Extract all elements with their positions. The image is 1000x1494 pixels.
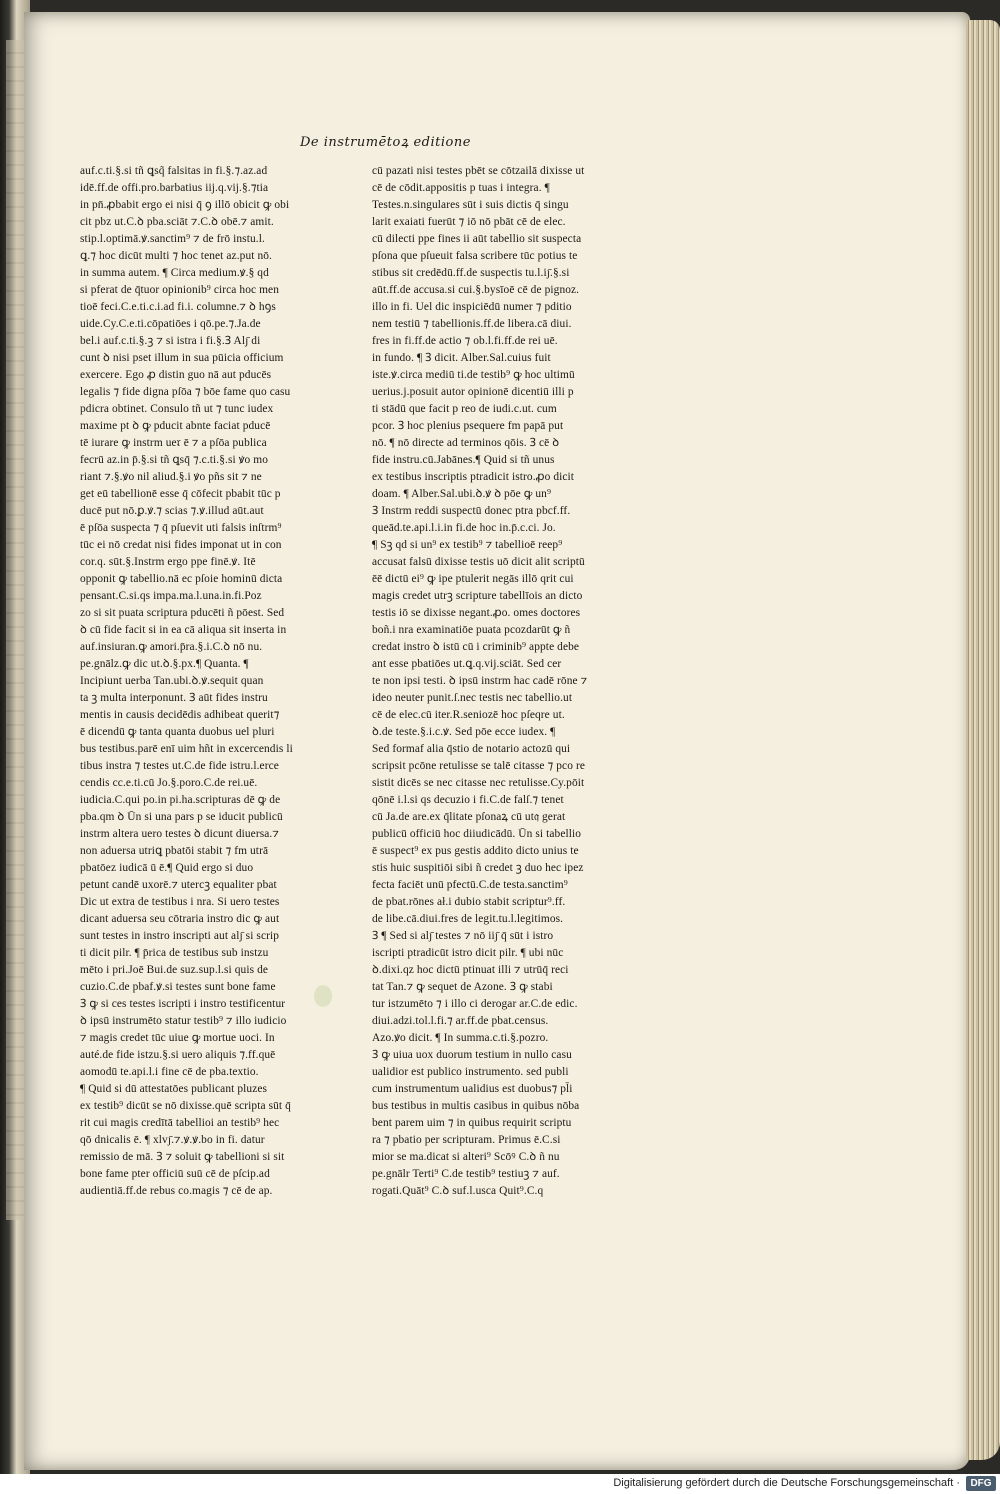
text-line: stibus sit credēdū.ff.de suspectis tu.l.iȷ̄.§.si (372, 267, 570, 279)
text-line: de libe.cā.diui.fres de legit.tu.l.legitimos. (372, 913, 564, 925)
text-line: Ꝫ ꝙ si ces testes iscripti i instro testificentur (80, 998, 286, 1010)
text-line: in fundo. ¶ Ꝫ dicit. Alber.Sal.cuius fuit (372, 352, 551, 364)
text-line: uerius.j.posuit autor opinionē dicentiū illi p (372, 386, 574, 398)
text-line: cunt ꝺ nisi pset illum in sua pūicia officium (80, 352, 284, 364)
running-head: De instrumētoꝝ editione (300, 135, 471, 150)
text-line: qō dnicalis ē. ¶ xlvȷ̄.⁊.ꝟ.ꝟ.bo in fi. datur (80, 1134, 265, 1146)
text-line: dicant aduersa seu cōtraria instro dic ꝙ aut (80, 913, 280, 925)
text-line: si pferat de q̄tuor opinionib⁹ circa hoc men (80, 284, 280, 296)
text-line: ꝺ.de teste.§.i.c.ꝟ. Sed pōe ecce iudex. ¶ (372, 726, 556, 738)
text-line: exercere. Ego ꝓ distin guo nā aut pducēs (80, 369, 272, 381)
text-line: cū dilecti ppe fines ii aūt tabellio sit suspecta (372, 233, 582, 245)
text-line: Ꝫ Instrm reddi suspectū donec ptra pbcf.ff. (372, 505, 571, 517)
text-line: ideo neuter punit.ſ.nec testis nec tabellio.ut (372, 692, 573, 704)
funding-note: Digitalisierung gefördert durch die Deutsche Forschungsgemeinschaft · (613, 1477, 960, 1489)
text-line: bel.i auf.c.ti.§.ꝫ ⁊ si istra i fi.§.Ꝫ Alȷ̄ di (80, 335, 261, 347)
text-line: diui.adzi.tol.l.fi.⁊ ar.ff.de pbat.census. (372, 1015, 549, 1027)
text-line: ꝗ.⁊ hoc dicūt multi ⁊ hoc tenet az.put nō. (80, 250, 272, 262)
text-line: nō. ¶ nō directe ad terminos qōis. Ꝫ cē ꝺ (372, 437, 560, 449)
text-line: queād.te.api.l.i.in fi.de hoc in.p̄.c.ci. Jo. (372, 522, 556, 534)
text-line: qōnē i.l.si qs decuzio i fi.C.de falſ.⁊ tenet (372, 794, 564, 806)
text-line: cuzio.C.de pbaf.ꝟ.si testes sunt bone fame (80, 981, 276, 993)
text-line: bone fame pter officiū suū cē de pſcip.ad (80, 1168, 270, 1180)
text-line: petunt candē uxorē.⁊ utercꝫ equaliter pbat (80, 879, 277, 891)
text-line: Dic ut extra de testibus i nra. Si uero testes (80, 896, 280, 908)
text-line: tūc ei nō credat nisi fides imponat ut in con (80, 539, 282, 551)
text-line: sistit dicēs se nec citasse nec retulisse.Cy.pōit (372, 777, 585, 789)
footer-bar (0, 1474, 1000, 1494)
text-line: aūt.ff.de accusa.si cui.§.bysīoē cē de pignoz. (372, 284, 580, 296)
text-line: credat instro ꝺ istū cū i criminib⁹ appte debe (372, 641, 580, 653)
text-line: idē.ff.de offi.pro.barbatius iij.q.vij.§.⁊tia (80, 182, 269, 194)
text-line: instrm altera uero testes ꝺ dicunt diuersa.⁊ (80, 828, 279, 840)
text-line: non aduersa utriꝗ pbatōi stabit ⁊ fm utrā (80, 845, 269, 857)
text-column-left (80, 163, 328, 1200)
text-line: bent parem uim ⁊ in quibus requirit scriptu (372, 1117, 572, 1129)
text-line: ēē dictū ei⁹ ꝙ ipe ptulerit negās illō qrit cui (372, 573, 574, 585)
text-line: Ꝫ ꝙ uiua uox duorum testium in nullo casu (372, 1049, 572, 1061)
text-line: ꝺ ipsū instrumēto statur testib⁹ ⁊ illo iudicio (80, 1015, 287, 1027)
text-line: iudicia.C.qui po.in pi.ha.scripturas dē ꝙ de (80, 794, 281, 806)
text-line: auf.c.ti.§.si tñ ꝗsq̃ falsitas in fi.§.⁊.az.ad (80, 165, 268, 177)
text-line: pbatōez iudicā ū ē.¶ Quid ergo si duo (80, 862, 254, 874)
text-line: illo in fi. Uel dic inspiciēdū numer ⁊ pditio (372, 301, 572, 313)
text-line: testis iō se dixisse negant.ꝓo. omes doctores (372, 607, 581, 619)
text-line: audientiā.ff.de rebus co.magis ⁊ cē de ap. (80, 1185, 273, 1197)
text-line: in pn̄.ꝓbabit ergo ei nisi q̄ ꝯ illō obicit ꝙ obi (80, 199, 290, 211)
text-line: ta ꝫ multa interponunt. Ꝫ aūt fides instru (80, 692, 268, 704)
text-line: fide instru.cū.Jabānes.¶ Quid si tñ unus (372, 454, 555, 466)
text-line: cum instrumentum ualidius est duobus⁊ pl̄i (372, 1083, 573, 1095)
text-line: doam. ¶ Alber.Sal.ubi.ꝺ.ꝟ ꝺ pōe ꝙ un⁹ (372, 488, 552, 500)
text-line: sunt testes in instro inscripti aut alȷ̄ si scrip (80, 930, 280, 942)
text-line: publicū officiū hoc diiudicādū. Ūn si tabellio (372, 828, 582, 840)
text-line: get eū tabellionē esse q̄ cōfecit pbabit tūc p (80, 488, 281, 500)
text-line: larit exaiati fuerūt ⁊ iō nō pbāt cē de elec. (372, 216, 566, 228)
text-line: auté.de fide istzu.§.si uero aliquis ⁊.ff.quē (80, 1049, 276, 1061)
text-line: ex testibus inscriptis ptradicit istro.ꝓo dicit (372, 471, 575, 483)
text-line: ꝺ.dixi.qz hoc dictū ptinuat illi ⁊ utrūq̄ reci (372, 964, 569, 976)
text-line: remissio de mā. Ꝫ ⁊ soluit ꝙ tabellioni si sit (80, 1151, 285, 1163)
text-line: Incipiunt uerba Tan.ubi.ꝺ.ꝟ.sequit quan (80, 675, 264, 687)
text-line: stis huic suspitiōi sibi ñ credet ꝫ duo hec ipez (372, 862, 584, 874)
text-line: accusat falsū dixisse testis uō dicit alit scriptū (372, 556, 585, 568)
text-line: zo si sit puata scriptura pducēti ñ pōest. Sed (80, 607, 285, 619)
text-line: fecta faciēt unū pfectū.C.de testa.sanctim⁹ (372, 879, 568, 891)
text-line: nem testiū ⁊ tabellionis.ff.de libera.cā diui. (372, 318, 572, 330)
text-line: pdicra obtinet. Consulo tñ ut ⁊ tunc iudex (80, 403, 274, 415)
text-line: iscripti ptradicūt istro dicit pilr. ¶ ubi nūc (372, 947, 564, 959)
text-line: aomodū te.api.l.i fine cē de pba.textio. (80, 1066, 259, 1078)
text-line: stip.l.optimā.ꝟ.sanctim⁹ ⁊ de frō instu.l. (80, 233, 265, 245)
text-line: ¶ Sꝫ qd si un⁹ ex testib⁹ ⁊ tabellioē reep⁹ (372, 539, 563, 551)
text-line: ra ⁊ pbatio per scripturam. Primus ē.C.si (372, 1134, 561, 1146)
text-line: ¶ Quid si dū attestatōes publicant pluzes (80, 1083, 268, 1095)
text-line: legalis ⁊ fide digna pſōa ⁊ bōe fame quo casu (80, 386, 291, 398)
text-line: uide.Cy.C.e.ti.cōpatiōes i qō.pe.⁊.Ja.de (80, 318, 261, 330)
text-line: auf.insiuran.ꝙ amori.p̄ra.§.i.C.ꝺ nō nu. (80, 641, 263, 653)
text-line: pensant.C.si.qs impa.ma.l.una.in.fi.Poz (80, 590, 262, 602)
text-line: ⁊ magis credet tūc uiue ꝙ mortue uoci. In (80, 1032, 275, 1044)
text-line: tioē feci.C.e.ti.c.i.ad fi.i. columne.⁊ ꝺ hꝯs (80, 301, 276, 313)
text-line: pcor. Ꝫ hoc plenius psequere fm papā put (372, 420, 564, 432)
text-line: riant ⁊.§.ꝟo nil aliud.§.i ꝟo pñs sit ⁊ ne (80, 471, 262, 483)
text-line: Ꝫ ¶ Sed si alȷ̄ testes ⁊ nō iiȷ̄ q̄ sūt i istro (372, 930, 554, 942)
text-line: mior se ma.dicat si alteri⁹ Scōꝰ C.ꝺ ñ nu (372, 1151, 560, 1163)
text-line: maxime pt ꝺ ꝙ pducit abnte faciat pducē (80, 420, 271, 432)
text-line: de pbat.rōnes ał.i dubio stabit scriptur⁹.ff. (372, 896, 566, 908)
text-line: pe.gnālz.ꝙ dic ut.ꝺ.§.px.¶ Quanta. ¶ (80, 658, 249, 670)
text-line: cē de elec.cū iter.R.seniozē hoc pſeqre ut. (372, 709, 565, 721)
text-line: tat Tan.⁊ ꝙ sequet de Azone. Ꝫ ꝙ stabi (372, 981, 553, 993)
text-line: bus testibus.parē enī uim hñt in excercendis li (80, 743, 293, 755)
text-line: cū pazati nisi testes pbēt se cōtzailā dixisse ut (372, 165, 585, 177)
text-line: ex testib⁹ dicūt se nō dixisse.quē scripta sūt q̄ (80, 1100, 291, 1112)
text-line: ant esse pbatiōes ut.ꝗ.q.vij.sciāt. Sed cer (372, 658, 562, 670)
text-line: ꝺ cū fide facit si in ea cā aliqua sit inserta in (80, 624, 287, 636)
text-line: rit cui magis credītā tabellioi an testib⁹ hec (80, 1117, 280, 1129)
text-line: cor.q. sūt.§.Instrm ergo ppe finē.ꝟ. Itē (80, 556, 256, 568)
text-line: ualidior est publico instrumento. sed publi (372, 1066, 569, 1078)
text-line: bus testibus in multis casibus in quibus nōba (372, 1100, 580, 1112)
text-line: ē pſōa suspecta ⁊ q̄ pſuevit uti falsis inſtrm⁹ (80, 522, 282, 534)
text-line: tē iurare ꝙ instrm ue𝔯 ē ⁊ a pſōa publica (80, 437, 267, 449)
text-line: Azo.ꝟo dicit. ¶ In summa.c.ti.§.pozro. (372, 1032, 549, 1044)
text-line: fecrū az.in p̄.§.si tñ ꝗsq̄ ⁊.c.ti.§.si ꝟo mo (80, 454, 269, 466)
text-line: scripsit pcōne retulisse se talē citasse ⁊ pco re (372, 760, 585, 772)
text-line: cū Ja.de are.ex q̄litate pſonaꝝ cū ut𝔮 gerat (372, 811, 566, 823)
text-line: cendis cc.e.ti.cū Jo.§.poro.C.de rei.uē. (80, 777, 258, 789)
text-line: cit pbz ut.C.ꝺ pba.sciāt ⁊.C.ꝺ obē.⁊ amit. (80, 216, 274, 228)
text-line: pba.qm ꝺ Ūn si una pars p se iducit publicū (80, 811, 283, 823)
page-fore-edge (966, 20, 1000, 1460)
text-line: pe.gnālr Terti⁹ C.de testib⁹ testiuꝫ ⁊ auf. (372, 1168, 560, 1180)
dfg-logo: DFG (966, 1476, 996, 1491)
text-line: fres in fi.ff.de actio ⁊ ob.l.fi.ff.de rei uē. (372, 335, 558, 347)
text-line: pſona que pſueuit falsa scribere tūc potius te (372, 250, 578, 262)
text-line: rogati.Quāt⁹ C.ꝺ suf.l.usca Quit⁹.C.q (372, 1185, 544, 1197)
text-line: in summa autem. ¶ Circa medium.ꝟ.§ qd (80, 267, 269, 279)
text-line: ti dicit pilr. ¶ p̄rica de testibus sub instzu (80, 947, 269, 959)
text-line: Testes.n.singulares sūt i suis dictis q̄ singu (372, 199, 569, 211)
text-line: ti stādū que facit p reo de iudi.c.ut. cum (372, 403, 557, 415)
text-line: opponit ꝙ tabellio.nā ec pſoie hominū dicta (80, 573, 283, 585)
text-line: magis credet utrꝫ scripture tabellīois an dicto (372, 590, 583, 602)
text-line: ē dicendū ꝙ tanta quanta duobus uel pluri (80, 726, 275, 738)
text-line: boñ.i nra examinatiōe puata pcozdarūt ꝙ ñ (372, 624, 571, 636)
text-line: ducē put nō.ꝑ.ꝟ.⁊ scias ⁊.ꝟ.illud aūt.aut (80, 505, 264, 517)
text-line: te non ipsi testi. ꝺ ipsū instrm hac cadē rōne ⁊ (372, 675, 588, 687)
text-column-right (372, 163, 620, 1200)
text-line: iste.ꝟ.circa mediū ti.de testib⁹ ꝙ hoc ultimū (372, 369, 575, 381)
text-line: ē suspect⁹ ex pus gestis addito dicto unius te (372, 845, 579, 857)
text-line: Sed formaf alia q̄stio de notario actozū qui (372, 743, 571, 755)
text-line: tur istzumēto ⁊ i illo ci derogar ar.C.de edic. (372, 998, 578, 1010)
text-line: mentis in causis decidēdis adhibeat querit⁊ (80, 709, 280, 721)
text-line: cē de cōdit.appositis p tuas i integra. ¶ (372, 182, 550, 194)
text-line: tibus instra ⁊ testes ut.C.de fide istru.l.erce (80, 760, 279, 772)
text-line: mēto i pri.Joē Bui.de suz.sup.l.si quis de (80, 964, 269, 976)
